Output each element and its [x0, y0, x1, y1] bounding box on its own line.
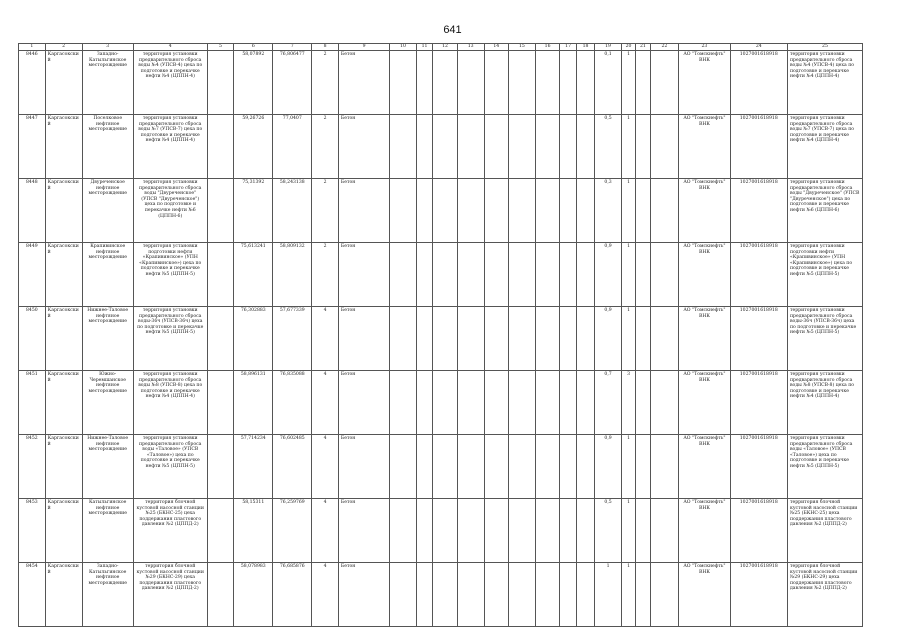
cell-col-10 [390, 371, 417, 435]
cell-col-18 [576, 563, 594, 627]
cell-col-3: Нижнее-Таловое нефтяное месторождение [82, 307, 133, 371]
cell-col-10 [390, 51, 417, 115]
cell-col-12 [433, 499, 458, 563]
cell-col-1: 8452 [19, 435, 46, 499]
cell-col-17 [560, 563, 576, 627]
cell-col-3: Нижнее-Таловое нефтяное месторождение [82, 435, 133, 499]
cell-col-21 [636, 435, 650, 499]
cell-col-15 [509, 435, 536, 499]
table-row [19, 371, 863, 435]
cell-col-6: 59,26726 [234, 115, 273, 179]
cell-col-2: Каргасокский [45, 371, 82, 435]
cell-col-20: 3 [621, 371, 635, 435]
cell-col-11 [416, 51, 432, 115]
column-number-3: 3 [82, 44, 133, 51]
column-number-17: 17 [560, 44, 576, 51]
cell-col-8: 2 [312, 51, 339, 115]
cell-col-18 [576, 179, 594, 243]
cell-col-23: АО "Томскнефть" ВНК [679, 179, 730, 243]
cell-col-2: Каргасокский [45, 179, 82, 243]
cell-col-16 [535, 115, 560, 179]
cell-col-24: 1027001618918 [730, 243, 787, 307]
cell-col-5 [207, 435, 234, 499]
cell-col-18 [576, 371, 594, 435]
cell-col-3: Западно-Катыльгинское нефтяное месторождение [82, 563, 133, 627]
cell-col-10 [390, 307, 417, 371]
cell-col-10 [390, 243, 417, 307]
cell-col-10 [390, 499, 417, 563]
table-row [19, 115, 863, 179]
cell-col-21 [636, 115, 650, 179]
cell-col-5 [207, 243, 234, 307]
cell-col-24: 1027001618918 [730, 563, 787, 627]
cell-col-15 [509, 563, 536, 627]
cell-col-16 [535, 179, 560, 243]
cell-col-15 [509, 243, 536, 307]
cell-col-9: Бетон [338, 51, 389, 115]
cell-col-14 [484, 499, 509, 563]
cell-col-23: АО "Томскнефть" ВНК [679, 115, 730, 179]
cell-col-4: территория установки предварительного сброса воды №7 (УПСВ-7) цеха по подготовке и перекачке нефти №4 (ЦППН-4) [133, 115, 207, 179]
cell-col-20: 1 [621, 307, 635, 371]
cell-col-1: 8449 [19, 243, 46, 307]
cell-col-25: территория установки предварительного сброса воды №8 (УПСВ-8) цеха по подготовке и перекачке нефти №4 (ЦППН-4) [787, 371, 862, 435]
register-table [18, 43, 863, 627]
cell-col-4: территория установки предварительного сброса воды-36ч (УПСВ-36ч) цеха по подготовке и перекачке нефти №5 (ЦППН-5) [133, 307, 207, 371]
cell-col-15 [509, 371, 536, 435]
column-number-15: 15 [509, 44, 536, 51]
cell-col-8: 2 [312, 115, 339, 179]
cell-col-21 [636, 499, 650, 563]
cell-col-18 [576, 435, 594, 499]
cell-col-17 [560, 243, 576, 307]
table-row [19, 499, 863, 563]
cell-col-15 [509, 51, 536, 115]
cell-col-24: 1027001618918 [730, 371, 787, 435]
column-number-16: 16 [535, 44, 560, 51]
table-row [19, 563, 863, 627]
cell-col-11 [416, 371, 432, 435]
cell-col-1: 8451 [19, 371, 46, 435]
cell-col-24: 1027001618918 [730, 435, 787, 499]
column-number-20: 20 [621, 44, 635, 51]
cell-col-23: АО "Томскнефть" ВНК [679, 563, 730, 627]
cell-col-8: 4 [312, 563, 339, 627]
cell-col-19: 1 [595, 563, 622, 627]
cell-col-3: Двуреченское нефтяное месторождение [82, 179, 133, 243]
cell-col-23: АО "Томскнефть" ВНК [679, 371, 730, 435]
cell-col-25: территория блочной кустовой насосной станции №29 (БКНС-29) цеха поддержания пластового давления №2 (ЦППД-2) [787, 563, 862, 627]
column-number-18: 18 [576, 44, 594, 51]
cell-col-20: 1 [621, 563, 635, 627]
cell-col-1: 8453 [19, 499, 46, 563]
cell-col-19: 0,3 [595, 179, 622, 243]
cell-col-7: 58,243138 [273, 179, 312, 243]
cell-col-22 [650, 371, 679, 435]
cell-col-14 [484, 243, 509, 307]
cell-col-12 [433, 307, 458, 371]
column-number-1: 1 [19, 44, 46, 51]
cell-col-4: территория установки предварительного сброса воды «Таловое» (УПСВ «Таловое») цеха по подготовке и перекачке нефти №5 (ЦППН-5) [133, 435, 207, 499]
cell-col-8: 4 [312, 435, 339, 499]
cell-col-8: 2 [312, 179, 339, 243]
cell-col-14 [484, 371, 509, 435]
cell-col-18 [576, 51, 594, 115]
cell-col-5 [207, 563, 234, 627]
column-number-4: 4 [133, 44, 207, 51]
cell-col-22 [650, 243, 679, 307]
cell-col-25: территория установки предварительного сброса воды "Двуреченское" (УПСВ "Двуреченское") цеха по подготовке и перекачке нефти №6 (ЦППН-6) [787, 179, 862, 243]
cell-col-7: 77,0407 [273, 115, 312, 179]
cell-col-3: Поселковое нефтяное месторождение [82, 115, 133, 179]
cell-col-10 [390, 115, 417, 179]
cell-col-21 [636, 371, 650, 435]
cell-col-14 [484, 115, 509, 179]
cell-col-19: 0,9 [595, 307, 622, 371]
cell-col-19: 0,9 [595, 243, 622, 307]
column-number-10: 10 [390, 44, 417, 51]
cell-col-13 [457, 179, 484, 243]
cell-col-4: территория установки предварительного сброса воды №4 (УПСВ-4) цеха по подготовке и перекачке нефти №4 (ЦППН-4) [133, 51, 207, 115]
cell-col-4: территория блочной кустовой насосной станции №29 (БКНС-29) цеха поддержания пластового давления №2 (ЦППД-2) [133, 563, 207, 627]
cell-col-25: территория установки предварительного сброса воды-36ч (УПСВ-36ч) цеха по подготовке и перекачке нефти №5 (ЦППН-5) [787, 307, 862, 371]
cell-col-9: Бетон [338, 307, 389, 371]
cell-col-8: 2 [312, 243, 339, 307]
cell-col-6: 57,714234 [234, 435, 273, 499]
cell-col-7: 76,835088 [273, 371, 312, 435]
cell-col-20: 1 [621, 51, 635, 115]
cell-col-17 [560, 115, 576, 179]
cell-col-6: 58,896131 [234, 371, 273, 435]
cell-col-5 [207, 115, 234, 179]
cell-col-11 [416, 435, 432, 499]
cell-col-16 [535, 435, 560, 499]
cell-col-3: Катыльгинское нефтяное месторождение [82, 499, 133, 563]
cell-col-11 [416, 499, 432, 563]
cell-col-20: 1 [621, 179, 635, 243]
column-number-11: 11 [416, 44, 432, 51]
table-row [19, 243, 863, 307]
cell-col-17 [560, 51, 576, 115]
cell-col-2: Каргасокский [45, 243, 82, 307]
cell-col-22 [650, 115, 679, 179]
column-number-22: 22 [650, 44, 679, 51]
cell-col-22 [650, 179, 679, 243]
cell-col-17 [560, 307, 576, 371]
cell-col-21 [636, 51, 650, 115]
cell-col-9: Бетон [338, 499, 389, 563]
cell-col-24: 1027001618918 [730, 51, 787, 115]
cell-col-15 [509, 499, 536, 563]
cell-col-20: 1 [621, 435, 635, 499]
cell-col-2: Каргасокский [45, 563, 82, 627]
table-row [19, 179, 863, 243]
cell-col-10 [390, 435, 417, 499]
column-number-23: 23 [679, 44, 730, 51]
cell-col-6: 58,15311 [234, 499, 273, 563]
cell-col-22 [650, 307, 679, 371]
cell-col-8: 4 [312, 499, 339, 563]
column-number-2: 2 [45, 44, 82, 51]
cell-col-6: 75,31392 [234, 179, 273, 243]
cell-col-1: 8450 [19, 307, 46, 371]
cell-col-2: Каргасокский [45, 307, 82, 371]
cell-col-5 [207, 179, 234, 243]
cell-col-15 [509, 179, 536, 243]
table-row [19, 307, 863, 371]
cell-col-22 [650, 499, 679, 563]
cell-col-11 [416, 307, 432, 371]
column-number-12: 12 [433, 44, 458, 51]
cell-col-4: территория установки предварительного сброса воды "Двуреченское" (УПСВ "Двуреченское") цеха по подготовке и перекачке нефти №6 (ЦППН-6) [133, 179, 207, 243]
cell-col-3: Западно-Катыльгинское месторождение [82, 51, 133, 115]
cell-col-13 [457, 563, 484, 627]
cell-col-5 [207, 307, 234, 371]
cell-col-9: Бетон [338, 179, 389, 243]
cell-col-23: АО "Томскнефть" ВНК [679, 243, 730, 307]
page-number: 641 [443, 24, 462, 36]
cell-col-19: 0,1 [595, 51, 622, 115]
cell-col-1: 8446 [19, 51, 46, 115]
table-row [19, 51, 863, 115]
cell-col-19: 0,5 [595, 115, 622, 179]
cell-col-2: Каргасокский [45, 435, 82, 499]
cell-col-14 [484, 435, 509, 499]
cell-col-21 [636, 563, 650, 627]
cell-col-4: территория блочной кустовой насосной станции №25 (БКНС-25) цеха поддержания пластового давления №2 (ЦППД-2) [133, 499, 207, 563]
cell-col-17 [560, 371, 576, 435]
column-number-25: 25 [787, 44, 862, 51]
cell-col-7: 76,259769 [273, 499, 312, 563]
cell-col-25: территория установки подготовки нефти «Крапивинское» (УПН «Крапивинское») цеха по подготовке и перекачке нефти №5 (ЦППН-5) [787, 243, 862, 307]
cell-col-1: 8447 [19, 115, 46, 179]
cell-col-11 [416, 179, 432, 243]
cell-col-16 [535, 243, 560, 307]
column-number-9: 9 [338, 44, 389, 51]
cell-col-12 [433, 51, 458, 115]
cell-col-14 [484, 563, 509, 627]
cell-col-6: 58,078983 [234, 563, 273, 627]
cell-col-7: 76,806477 [273, 51, 312, 115]
column-number-6: 6 [234, 44, 273, 51]
column-number-21: 21 [636, 44, 650, 51]
cell-col-13 [457, 499, 484, 563]
column-number-24: 24 [730, 44, 787, 51]
cell-col-2: Каргасокский [45, 499, 82, 563]
cell-col-9: Бетон [338, 243, 389, 307]
cell-col-14 [484, 179, 509, 243]
cell-col-3: Южно-Черемшанское нефтяное месторождение [82, 371, 133, 435]
column-number-13: 13 [457, 44, 484, 51]
cell-col-2: Каргасокский [45, 51, 82, 115]
column-number-14: 14 [484, 44, 509, 51]
cell-col-25: территория установки предварительного сброса воды «Таловое» (УПСВ «Таловое») цеха по подготовке и перекачке нефти №5 (ЦППН-5) [787, 435, 862, 499]
cell-col-24: 1027001618918 [730, 115, 787, 179]
cell-col-14 [484, 307, 509, 371]
cell-col-11 [416, 115, 432, 179]
cell-col-24: 1027001618918 [730, 499, 787, 563]
cell-col-20: 1 [621, 499, 635, 563]
cell-col-12 [433, 179, 458, 243]
cell-col-7: 58,809132 [273, 243, 312, 307]
column-number-7: 7 [273, 44, 312, 51]
cell-col-16 [535, 307, 560, 371]
cell-col-5 [207, 499, 234, 563]
cell-col-21 [636, 307, 650, 371]
cell-col-16 [535, 51, 560, 115]
cell-col-4: территория установки предварительного сброса воды №8 (УПСВ-8) цеха по подготовке и перекачке нефти №4 (ЦППН-4) [133, 371, 207, 435]
cell-col-15 [509, 115, 536, 179]
cell-col-13 [457, 371, 484, 435]
cell-col-9: Бетон [338, 115, 389, 179]
cell-col-6: 76,302883 [234, 307, 273, 371]
cell-col-23: АО "Томскнефть" ВНК [679, 307, 730, 371]
cell-col-2: Каргасокский [45, 115, 82, 179]
cell-col-7: 76,602485 [273, 435, 312, 499]
cell-col-9: Бетон [338, 563, 389, 627]
cell-col-6: 75,613241 [234, 243, 273, 307]
cell-col-16 [535, 563, 560, 627]
cell-col-13 [457, 435, 484, 499]
cell-col-23: АО "Томскнефть" ВНК [679, 51, 730, 115]
cell-col-18 [576, 307, 594, 371]
cell-col-9: Бетон [338, 371, 389, 435]
cell-col-19: 0,9 [595, 435, 622, 499]
cell-col-12 [433, 563, 458, 627]
cell-col-18 [576, 499, 594, 563]
cell-col-20: 1 [621, 115, 635, 179]
cell-col-12 [433, 371, 458, 435]
cell-col-17 [560, 435, 576, 499]
cell-col-12 [433, 243, 458, 307]
cell-col-10 [390, 563, 417, 627]
cell-col-25: территория установки предварительного сброса воды №7 (УПСВ-7) цеха по подготовке и перекачке нефти №4 (ЦППН-4) [787, 115, 862, 179]
cell-col-8: 4 [312, 371, 339, 435]
cell-col-5 [207, 51, 234, 115]
column-number-5: 5 [207, 44, 234, 51]
cell-col-7: 76,685876 [273, 563, 312, 627]
table-row [19, 435, 863, 499]
cell-col-13 [457, 307, 484, 371]
column-number-row [19, 44, 863, 51]
cell-col-1: 8454 [19, 563, 46, 627]
cell-col-13 [457, 243, 484, 307]
cell-col-22 [650, 563, 679, 627]
cell-col-16 [535, 371, 560, 435]
cell-col-9: Бетон [338, 435, 389, 499]
cell-col-24: 1027001618918 [730, 179, 787, 243]
cell-col-19: 0,7 [595, 371, 622, 435]
cell-col-18 [576, 243, 594, 307]
cell-col-11 [416, 563, 432, 627]
cell-col-25: территория установки предварительного сброса воды №4 (УПСВ-4) цеха по подготовке и перекачке нефти №4 (ЦППН-4) [787, 51, 862, 115]
cell-col-22 [650, 435, 679, 499]
column-number-19: 19 [595, 44, 622, 51]
cell-col-10 [390, 179, 417, 243]
cell-col-17 [560, 179, 576, 243]
cell-col-3: Крапивинское нефтяное месторождение [82, 243, 133, 307]
cell-col-25: территория блочной кустовой насосной станции №25 (БКНС-25) цеха поддержания пластового давления №2 (ЦППД-2) [787, 499, 862, 563]
cell-col-12 [433, 435, 458, 499]
cell-col-15 [509, 307, 536, 371]
cell-col-17 [560, 499, 576, 563]
cell-col-18 [576, 115, 594, 179]
cell-col-13 [457, 115, 484, 179]
cell-col-5 [207, 371, 234, 435]
cell-col-6: 58,07892 [234, 51, 273, 115]
cell-col-22 [650, 51, 679, 115]
column-number-8: 8 [312, 44, 339, 51]
cell-col-7: 57,677339 [273, 307, 312, 371]
cell-col-21 [636, 243, 650, 307]
cell-col-24: 1027001618918 [730, 307, 787, 371]
cell-col-12 [433, 115, 458, 179]
cell-col-4: территория установки подготовки нефти «Крапивинское» (УПН «Крапивинское») цеха по подготовке и перекачке нефти №5 (ЦППН-5) [133, 243, 207, 307]
cell-col-13 [457, 51, 484, 115]
cell-col-21 [636, 179, 650, 243]
cell-col-20: 1 [621, 243, 635, 307]
cell-col-11 [416, 243, 432, 307]
cell-col-8: 4 [312, 307, 339, 371]
cell-col-16 [535, 499, 560, 563]
cell-col-23: АО "Томскнефть" ВНК [679, 435, 730, 499]
cell-col-1: 8448 [19, 179, 46, 243]
cell-col-19: 0,5 [595, 499, 622, 563]
cell-col-14 [484, 51, 509, 115]
cell-col-23: АО "Томскнефть" ВНК [679, 499, 730, 563]
